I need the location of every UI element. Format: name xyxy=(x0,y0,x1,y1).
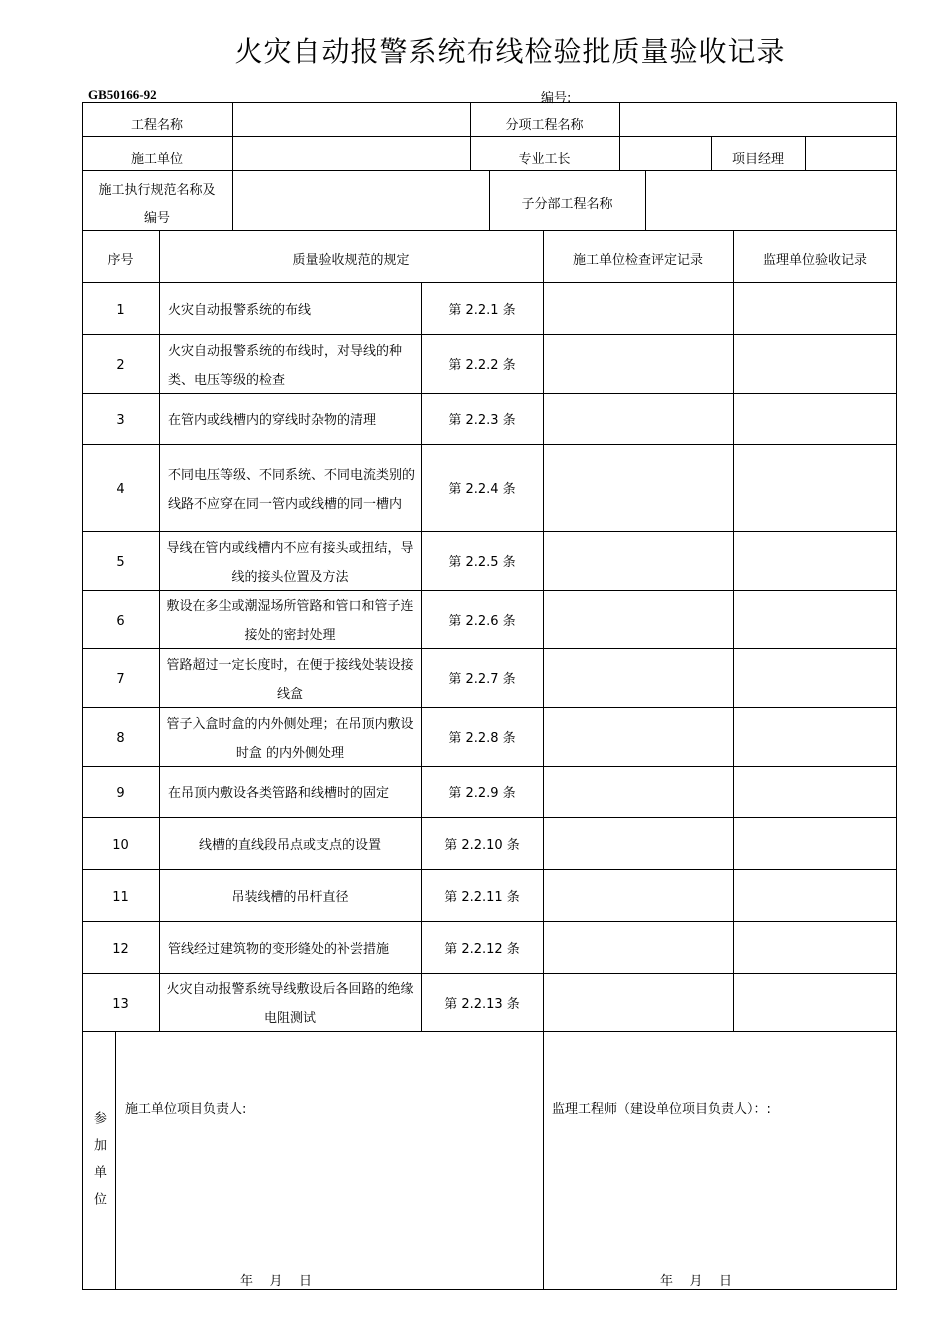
row-item: 吊装线槽的吊杆直径 xyxy=(231,889,349,905)
construction-check-cell[interactable] xyxy=(543,334,733,393)
construction-check-cell[interactable] xyxy=(543,707,733,766)
row-seq: 11 xyxy=(112,889,129,905)
sub-project-label: 分项工程名称 xyxy=(505,117,584,133)
construction-check-cell[interactable] xyxy=(543,766,733,817)
row-clause: 第 2.2.3 条 xyxy=(448,413,516,428)
row-seq: 8 xyxy=(116,731,125,746)
row-seq: 6 xyxy=(116,613,125,629)
spec-name-label: 施工执行规范名称及 编号 xyxy=(98,183,216,226)
row-seq: 4 xyxy=(116,482,125,497)
row-item: 导线在管内或线槽内不应有接头或扭结，导线的接头位置及方法 xyxy=(166,540,414,585)
column-header-construction-check: 施工单位检查评定记录 xyxy=(572,252,703,268)
construction-check-cell[interactable] xyxy=(543,921,733,973)
construction-check-cell[interactable] xyxy=(543,817,733,869)
row-seq: 3 xyxy=(116,413,125,428)
row-item: 不同电压等级、不同系统、不同电流类别的线路不应穿在同一管内或线槽的同一槽内 xyxy=(168,467,416,512)
supervision-check-cell[interactable] xyxy=(733,921,897,973)
construction-lead-label: 施工单位项目负责人: xyxy=(125,1102,247,1117)
project-name-label: 工程名称 xyxy=(130,117,183,133)
row-seq: 1 xyxy=(116,302,125,318)
supervision-check-cell[interactable] xyxy=(733,334,897,393)
foreman-field[interactable] xyxy=(619,136,711,170)
supervision-check-cell[interactable] xyxy=(733,707,897,766)
column-header-seq: 序号 xyxy=(107,252,134,268)
construction-check-cell[interactable] xyxy=(543,648,733,707)
row-item: 管线经过建筑物的变形缝处的补尝措施 xyxy=(168,941,390,957)
standard-code: GB50166-92 xyxy=(88,87,157,102)
construction-check-cell[interactable] xyxy=(543,973,733,1031)
supervision-check-cell[interactable] xyxy=(733,766,897,817)
row-clause: 第 2.2.5 条 xyxy=(448,555,516,570)
supervision-check-cell[interactable] xyxy=(733,590,897,648)
construction-check-cell[interactable] xyxy=(543,869,733,921)
row-clause: 第 2.2.2 条 xyxy=(448,358,516,373)
row-item: 敷设在多尘或潮湿场所管路和管口和管子连接处的密封处理 xyxy=(166,599,414,643)
supervisor-label: 监理工程师（建设单位项目负责人）：: xyxy=(552,1102,771,1117)
supervision-check-cell[interactable] xyxy=(733,282,897,334)
row-clause: 第 2.2.7 条 xyxy=(448,672,516,687)
row-item: 管路超过一定长度时，在便于接线处装设接线盒 xyxy=(166,657,414,702)
row-item: 火灾自动报警系统导线敷设后各回路的绝缘电阻测试 xyxy=(166,982,414,1026)
construction-check-cell[interactable] xyxy=(543,393,733,444)
participants-label: 参加单位 xyxy=(91,1111,106,1219)
construction-check-cell[interactable] xyxy=(543,590,733,648)
row-seq: 13 xyxy=(112,996,129,1012)
row-seq: 9 xyxy=(116,786,125,801)
supervision-check-cell[interactable] xyxy=(733,869,897,921)
project-manager-label: 项目经理 xyxy=(731,151,784,167)
row-seq: 10 xyxy=(112,837,129,853)
row-seq: 5 xyxy=(116,555,125,570)
row-seq: 7 xyxy=(116,672,125,687)
page-title: 火灾自动报警系统布线检验批质量验收记录 xyxy=(234,35,786,68)
column-header-supervision-check: 监理单位验收记录 xyxy=(762,252,867,268)
row-clause: 第 2.2.10 条 xyxy=(444,837,520,853)
spec-name-field[interactable] xyxy=(232,170,489,230)
sub-division-label: 子分部工程名称 xyxy=(521,196,613,212)
row-clause: 第 2.2.1 条 xyxy=(448,302,516,318)
supervision-check-cell[interactable] xyxy=(733,531,897,590)
record-number-label: 编号: xyxy=(541,91,572,106)
construction-check-cell[interactable] xyxy=(543,444,733,531)
row-clause: 第 2.2.11 条 xyxy=(444,889,520,905)
column-header-spec: 质量验收规范的规定 xyxy=(292,252,410,268)
sub-project-field[interactable] xyxy=(619,102,897,136)
divider xyxy=(115,1031,116,1290)
signature-date-right: 年 月 日 xyxy=(660,1274,733,1289)
row-item: 火灾自动报警系统的布线时，对导线的种类、电压等级的检查 xyxy=(168,343,403,388)
supervision-check-cell[interactable] xyxy=(733,973,897,1031)
project-name-field[interactable] xyxy=(232,102,470,136)
supervision-check-cell[interactable] xyxy=(733,817,897,869)
supervision-check-cell[interactable] xyxy=(733,393,897,444)
row-clause: 第 2.2.8 条 xyxy=(448,731,516,746)
row-item: 管子入盒时盒的内外侧处理；在吊顶内敷设时盒 的内外侧处理 xyxy=(166,716,414,761)
construction-unit-field[interactable] xyxy=(232,136,470,170)
row-clause: 第 2.2.6 条 xyxy=(448,613,516,629)
row-clause: 第 2.2.12 条 xyxy=(444,941,520,957)
construction-check-cell[interactable] xyxy=(543,531,733,590)
row-seq: 2 xyxy=(116,358,125,373)
supervision-check-cell[interactable] xyxy=(733,648,897,707)
row-item: 在管内或线槽内的穿线时杂物的清理 xyxy=(168,413,377,428)
row-item: 线槽的直线段吊点或支点的设置 xyxy=(198,837,381,853)
row-item: 在吊顶内敷设各类管路和线槽时的固定 xyxy=(168,786,390,801)
foreman-label: 专业工长 xyxy=(518,151,571,167)
construction-unit-label: 施工单位 xyxy=(130,151,183,167)
signature-date-left: 年 月 日 xyxy=(240,1274,313,1289)
construction-check-cell[interactable] xyxy=(543,282,733,334)
row-clause: 第 2.2.13 条 xyxy=(444,996,520,1012)
row-clause: 第 2.2.4 条 xyxy=(448,482,516,497)
row-clause: 第 2.2.9 条 xyxy=(448,786,516,801)
row-item: 火灾自动报警系统的布线 xyxy=(168,302,312,318)
row-seq: 12 xyxy=(112,941,129,957)
project-manager-field[interactable] xyxy=(805,136,897,170)
sub-division-field[interactable] xyxy=(645,170,897,230)
supervision-check-cell[interactable] xyxy=(733,444,897,531)
